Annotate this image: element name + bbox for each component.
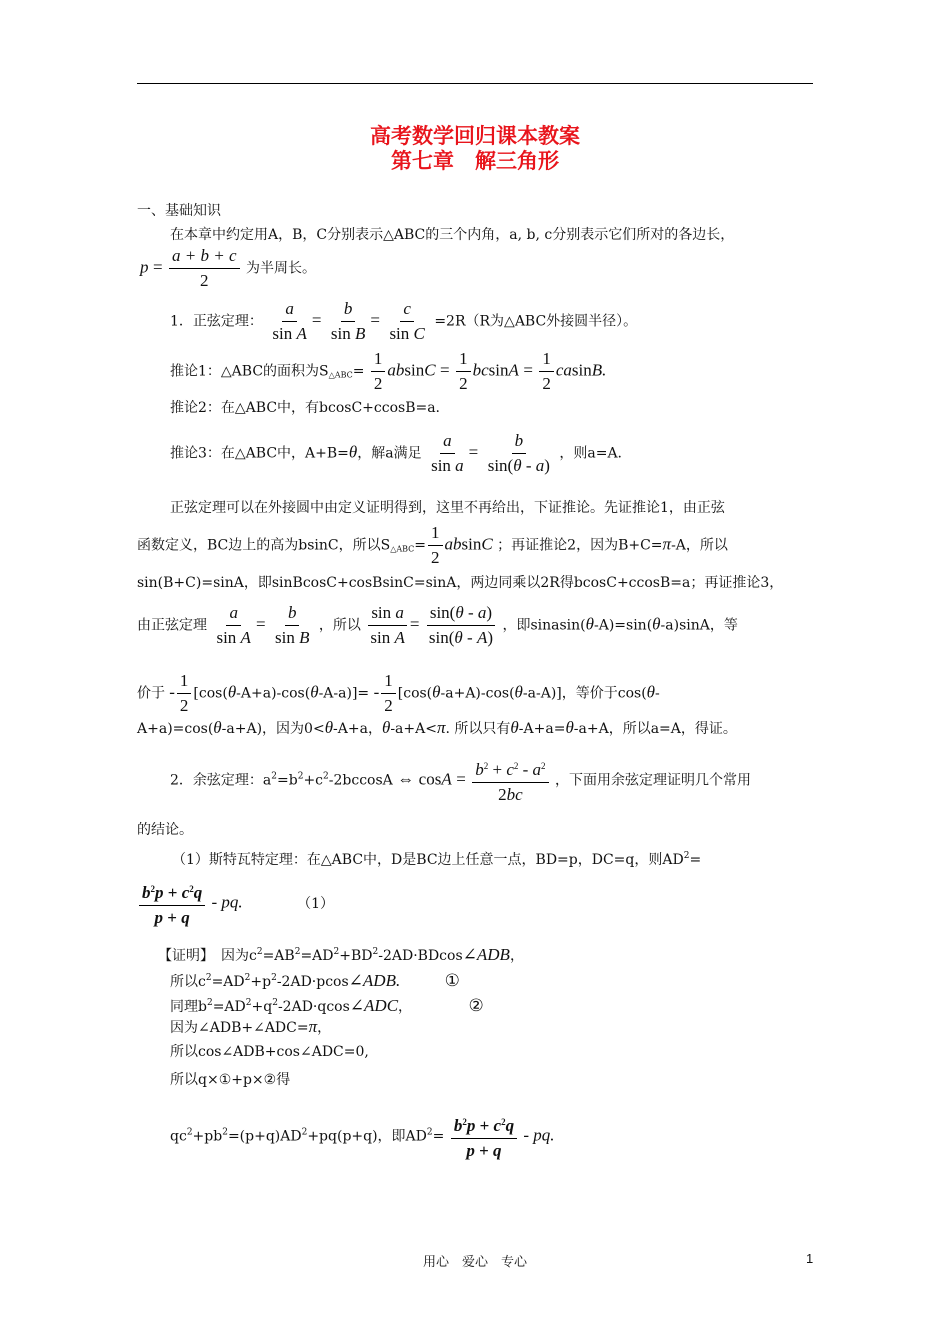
- proof-step-3: 同理$b^2=AD^2+q^2-2AD\cdot qcos\angle ADC$， ②: [170, 996, 484, 1015]
- cosine-law-line: 2．余弦定理：$a^2=b^2+c^2-2bccosA$ ⇔ cosA = $\frac{b^2 + c^2 - a^2}{2bc}$ ，下面用余弦定理证明几个常用: [170, 755, 751, 806]
- section-heading: 一、基础知识: [137, 203, 221, 219]
- page-footer: 用心 爱心 专心: [422, 1255, 527, 1270]
- proof-step-2: 所以$c^2=AD^2+p^2-2AD\cdot pcos\angle ADB$. ①: [170, 971, 460, 990]
- proof-line-5: 价于 - $\frac{1}{2}$ [cos(θ-A+a)-cos(θ-A-a)]= - $\frac{1}{2}$ [cos(θ-a+A)-cos(θ-a-A)]，等价于cos(θ-: [137, 671, 660, 715]
- page-number: 1: [806, 1251, 814, 1266]
- proof-paragraph: 正弦定理可以在外接圆中由定义证明得到，这里不再给出，下证推论。先证推论1，由正弦: [170, 500, 725, 516]
- chapter-title: 第七章 解三角形: [391, 148, 559, 173]
- proof-line-2: 函数定义，BC边上的高为bsinC，所以$S_{\triangle ABC}=$ $\frac{1}{2}$ absinC ；再证推论2，因为B+C=π-A，所以: [137, 523, 728, 567]
- header-rule: [137, 83, 813, 84]
- intro-paragraph: 在本章中约定用A，B，C分别表示△ABC的三个内角，a, b, c分别表示它们所对的各边长，: [170, 227, 735, 243]
- proof-step-5: 所以cos∠ADB+cos∠ADC=0,: [170, 1044, 369, 1060]
- semi-perimeter-fraction: $\frac{a + b + c}{2}$: [169, 245, 240, 292]
- sine-law-label: 1．正弦定理：: [170, 313, 263, 330]
- stewart-statement: （1）斯特瓦特定理：在△ABC中，D是BC边上任意一点，BD=p，DC=q，则$AD^2=$: [172, 851, 702, 868]
- proof-line-4: 由正弦定理 $\frac{a}{\text{sin A}}$ = $\frac{b}{\text{sin B}}$ ，所以 $\frac{\text{sin a}}{\text{sin A}}$ = $\frac{\sin(\theta - a)}{\sin(\theta - A)}$ ，即sinasin(θ-A)=sin(θ-a)sinA，等: [137, 603, 738, 647]
- corollary-1: 推论1：△ABC的面积为$S_{\triangle ABC}=$ $\frac{1}{2}$ absinC = $\frac{1}{2}$ bcsinA = $\frac{1}{2}$ casinB.: [170, 349, 607, 393]
- stewart-formula: $\frac{b^2p + c^2q}{p + q}$ - pq. （1）: [137, 878, 334, 929]
- sine-law-tail: =2R（R为△ABC外接圆半径）。: [434, 313, 638, 330]
- sine-law-line: 1．正弦定理： $\frac{a}{\text{sin A}}$ = $\frac{b}{\text{sin B}}$ = $\frac{c}{\text{sin C}}$ =2R（R为△ABC外接圆半径）。: [170, 299, 638, 343]
- proof-line-3: sin(B+C)=sinA，即sinBcosC+cosBsinC=sinA，两边同乘以2R得bcosC+ccosB=a；再证推论3，: [137, 575, 784, 591]
- semi-perimeter-line: p = $\frac{a + b + c}{2}$ 为半周长。: [140, 246, 316, 290]
- proof-step-6: 所以q×①+p×②得: [170, 1072, 291, 1088]
- corollary-2: 推论2：在△ABC中，有bcosC+ccosB=a.: [170, 400, 441, 416]
- proof-step-4: 因为∠ADB+∠ADC=π，: [170, 1017, 332, 1036]
- cosine-law-cont: 的结论。: [137, 822, 193, 838]
- proof-step-1: 【证明】 因为$c^2=AB^2=AD^2+BD^2-2AD\cdot BDcos\angle ADB$，: [158, 945, 524, 964]
- corollary-3: 推论3：在△ABC中，A+B=θ，解a满足 $\frac{a}{\text{sin a}}$ = $\frac{b}{\sin(\theta - a)}$ ，则a=A.: [170, 431, 623, 475]
- page-title: 高考数学回归课本教案: [370, 123, 580, 148]
- formula-p: p: [140, 257, 149, 277]
- proof-step-7: $qc^2+pb^2=(p+q)AD^2+pq(p+q)$，即$AD^2=$ $\frac{b^2p + c^2q}{p + q}$ - pq.: [170, 1111, 554, 1162]
- semi-suffix: 为半周长。: [245, 260, 316, 277]
- proof-line-6: A+a)=cos(θ-a+A)，因为0<θ-A+a，θ-a+A<π. 所以只有θ-A+a=θ-a+A，所以a=A，得证。: [137, 718, 737, 737]
